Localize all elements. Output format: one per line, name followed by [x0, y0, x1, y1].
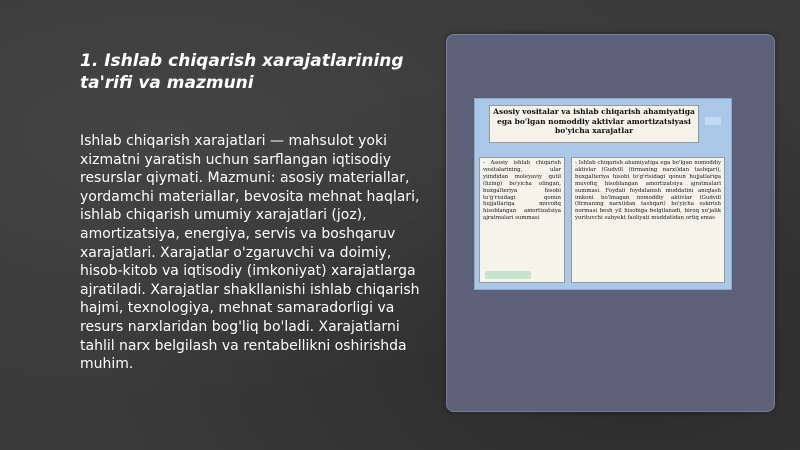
document-highlight	[485, 271, 531, 279]
section-heading: 1. Ishlab chiqarish xarajatlarining ta'rifi va mazmuni	[80, 51, 404, 93]
section-body: Ishlab chiqarish xarajatlari — mahsulot yoki xizmatni yaratish uchun sarflangan iqtisodiy resurslar qiymati. Mazmuni: asosiy materiallar, yordamchi materiallar, bevosita mehnat haqlari, ishlab chiqarish umumiy xarajatlari (joz), amortizatsiya, energiya, servis va boshqaruv xarajatlari. Xarajatlar o'zgaruvchi va doimiy, hisob-kitob va iqtisodiy (imkoniyat) xarajatlarga ajratiladi. Xarajatlar shakllanishi ishlab chiqarish hajmi, texnologiya, mehnat samaradorligi va resurs narxlaridan bog'liq bo'ladi. Xarajatlarni tahlil narx belgilash va rentabellikni oshirishda muhim.	[80, 133, 420, 373]
document-column-left: - Asosiy ishlab chiqarish vositalarining, ular yiindidan moleyaviy qutil (lizing) bo'yicha olingan, buxgalteriya hisobi to'g'risidagi qonun hujjatlariga muvofiq hisoblangan amortizatsiya ajratmalari summasi	[479, 157, 565, 283]
document-tag	[705, 117, 721, 125]
document-title: Asosiy vositalar va ishlab chiqarish ahamiyatiga ega bo'lgan nomoddiy aktivlar amortizatsiyasi bo'yicha xarajatlar	[489, 105, 699, 143]
document-image	[474, 98, 732, 290]
document-column-right: - Ishlab chiqarish ahamiyatiga ega bo'lgan nomoddiy aktivlar (Gudvill (firmaning narxi)dan tashqari), buxgalteriya hisobi to'g'risidagi qonun hujjatlariga muvofiq hisoblangan amortizatsiya ajratmalari summasi. Foydali foydalanish muddatini aniqlash imkoni bo'lmagan nomoddiy aktivlar (Gudvill (firmaning narxi)dan tashqari) bo'yicha eskirish normasi besh yil hisobiga belgilanadi, biroq xo'jalik yurituvchi subyekt faoliyati muddatidan ortiq emas	[571, 157, 725, 283]
text-section	[80, 50, 425, 374]
